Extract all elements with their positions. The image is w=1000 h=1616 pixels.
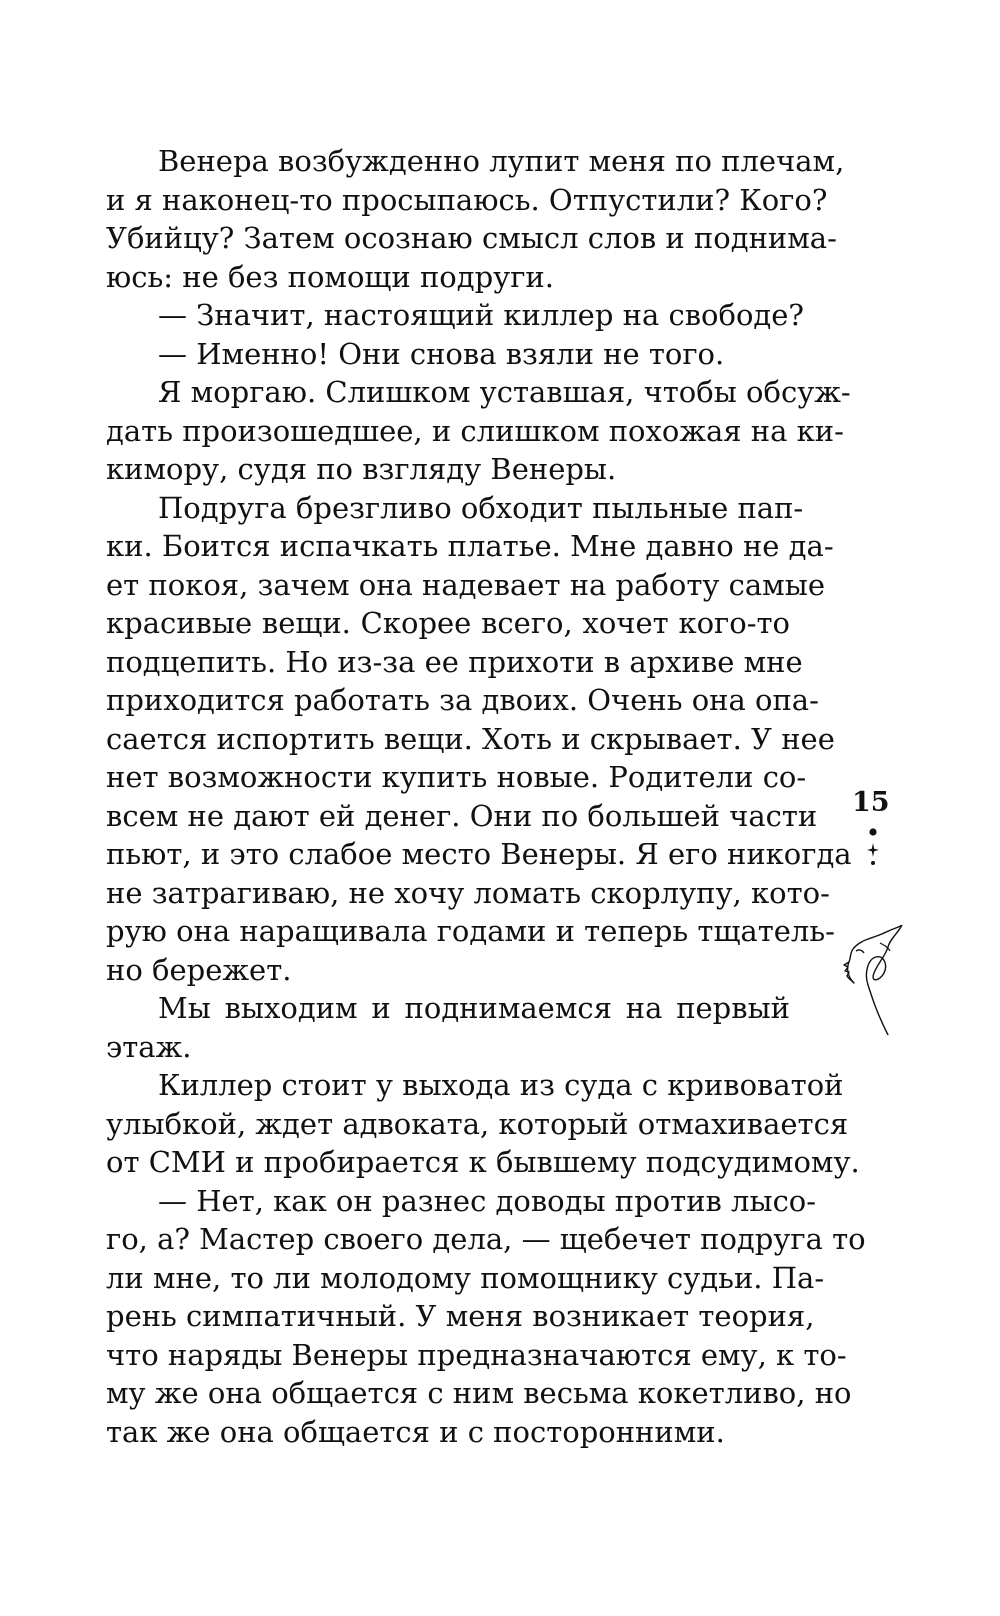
text-line: кимору, судя по взгляду Венеры. — [106, 452, 617, 486]
dots-star-ornament-icon — [866, 828, 880, 878]
text-line: рень симпатичный. У меня возникает теория, — [106, 1299, 815, 1333]
page-number: 15 — [852, 787, 890, 818]
text-line: Убийцу? Затем осознаю смысл слов и поднима- — [106, 221, 837, 255]
body-text — [106, 142, 866, 1451]
text-line: не затрагиваю, не хочу ломать скорлупу, кото- — [106, 875, 830, 910]
text-line: от СМИ и пробирается к бывшему подсудимому. — [106, 1145, 860, 1179]
text-line: Подруга брезгливо обходит пыльные пап- — [158, 490, 804, 525]
text-line: Мы выходим и поднимаемся на первый — [158, 991, 790, 1025]
text-line: — Именно! Они снова взяли не того. — [158, 336, 725, 371]
text-line: нет возможности купить новые. Родители со- — [106, 760, 807, 794]
text-line: го, а? Мастер своего дела, — щебечет подруга то — [106, 1222, 866, 1256]
text-line: рую она наращивала годами и теперь тщатель- — [106, 914, 835, 948]
text-line: красивые вещи. Скорее всего, хочет кого-то — [106, 606, 790, 640]
text-line: Я моргаю. Слишком уставшая, чтобы обсуж- — [158, 375, 851, 409]
text-line: Венера возбужденно лупит меня по плечам, — [158, 144, 845, 178]
text-line: ли мне, то ли молодому помощнику судьи. Па- — [106, 1260, 825, 1295]
text-line: улыбкой, ждет адвоката, который отмахивается — [106, 1106, 849, 1141]
text-line: подцепить. Но из-за ее прихоти в архиве мне — [106, 644, 803, 679]
text-line: что наряды Венеры предназначаются ему, к то- — [106, 1337, 847, 1372]
face-line-drawing-icon — [840, 925, 905, 1035]
text-line: ет покоя, зачем она надевает на работу самые — [106, 567, 825, 602]
text-line: Киллер стоит у выхода из суда с кривоватой — [158, 1068, 844, 1102]
text-line: — Нет, как он разнес доводы против лысо- — [158, 1183, 817, 1218]
text-line: приходится работать за двоих. Очень она опа- — [106, 683, 819, 717]
text-line: дать произошедшее, и слишком похожая на ки- — [106, 413, 844, 448]
text-line: но бережет. — [106, 952, 292, 987]
text-line: пьют, и это слабое место Венеры. Я его никогда — [106, 837, 852, 871]
text-line: так же она общается и с посторонними. — [106, 1414, 725, 1449]
text-line: юсь: не без помощи подруги. — [106, 259, 554, 294]
text-line: этаж. — [106, 1029, 192, 1064]
text-line: и я наконец-то просыпаюсь. Отпустили? Кого? — [106, 182, 828, 217]
text-line: му же она общается с ним весьма кокетливо, но — [106, 1376, 852, 1410]
text-line: — Значит, настоящий киллер на свободе? — [158, 298, 804, 332]
text-line: всем не дают ей денег. Они по большей части — [106, 798, 818, 833]
text-line: ки. Боится испачкать платье. Мне давно не да- — [106, 529, 834, 563]
text-line: сается испортить вещи. Хоть и скрывает. У нее — [106, 721, 835, 756]
